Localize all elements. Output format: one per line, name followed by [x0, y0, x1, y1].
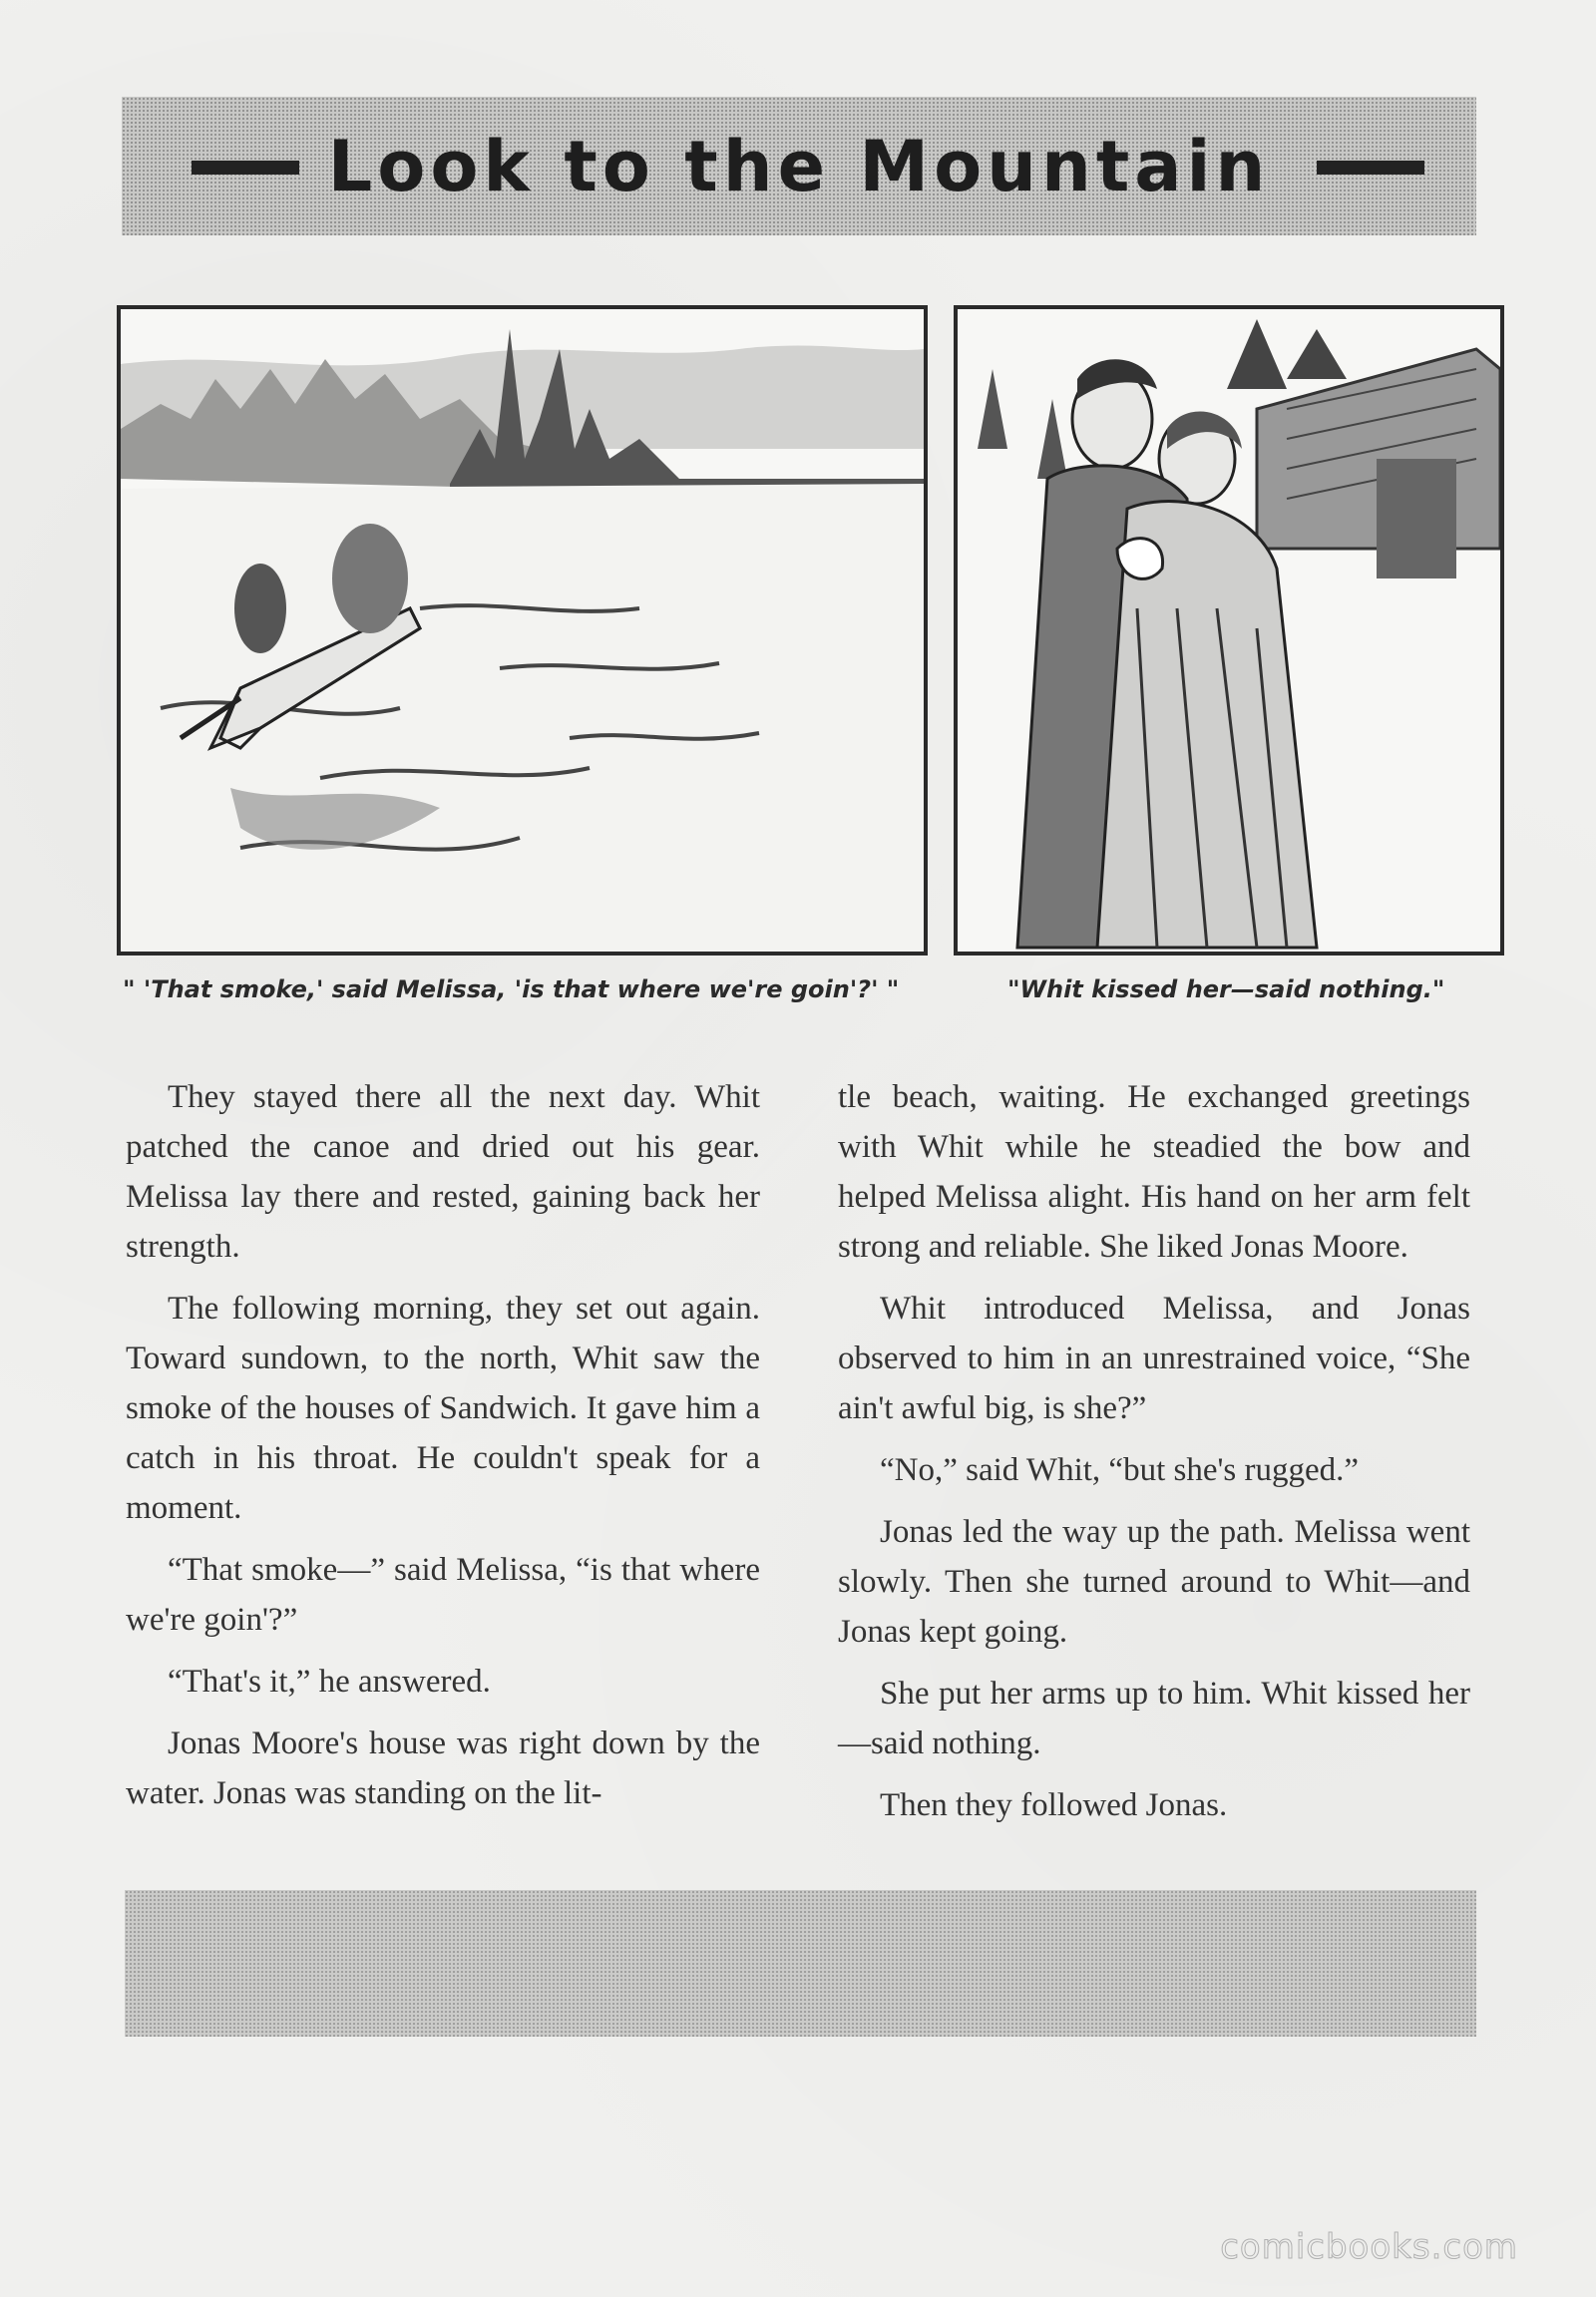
story-paragraph: They stayed there all the next day. Whit patched the canoe and dried out his gear. Melissa lay there and rested, gaining back her strength. — [126, 1079, 760, 1265]
story-paragraph: Then they followed Jonas. — [880, 1787, 1228, 1823]
story-paragraph: The following morning, they set out again. Toward sundown, to the north, Whit saw the smoke of the houses of Sandwich. It gave him a catch in his throat. He couldn't speak for a moment. — [126, 1291, 760, 1526]
story-paragraph: Whit introduced Melissa, and Jonas observed to him in an unrestrained voice, “She ain't awful big, is she?” — [838, 1291, 1470, 1426]
banner-dash-right — [1317, 161, 1424, 175]
title-banner — [122, 97, 1476, 235]
banner-dash-left — [192, 161, 299, 175]
page-title: Look to the Mountain — [327, 125, 1271, 207]
panel-caption: " 'That smoke,' said Melissa, 'is that where we're goin'?' " — [123, 975, 900, 1003]
couple-illustration — [958, 309, 1500, 952]
bottom-halftone-box — [125, 1890, 1476, 2037]
story-paragraph: tle beach, waiting. He exchanged greetings with Whit while he steadied the bow and helped Melissa alight. His hand on her arm felt strong and reliable. She liked Jonas Moore. — [838, 1079, 1470, 1265]
illustration-canoe-panel — [117, 305, 928, 956]
site-watermark: comicbooks.com — [1220, 2227, 1518, 2267]
story-paragraph: She put her arms up to him. Whit kissed her—said nothing. — [838, 1676, 1470, 1761]
story-column-left — [126, 1072, 760, 1830]
panel-caption: "Whit kissed her—said nothing." — [1007, 975, 1445, 1003]
story-column-right — [838, 1072, 1470, 1842]
story-paragraph: “That smoke—” said Melissa, “is that where we're goin'?” — [126, 1552, 760, 1638]
story-paragraph: “That's it,” he answered. — [168, 1664, 491, 1700]
story-paragraph: Jonas led the way up the path. Melissa went slowly. Then she turned around to Whit—and Jonas kept going. — [838, 1514, 1470, 1650]
illustration-couple-panel — [954, 305, 1504, 956]
story-paragraph: “No,” said Whit, “but she's rugged.” — [880, 1452, 1360, 1488]
story-paragraph: Jonas Moore's house was right down by the water. Jonas was standing on the lit- — [126, 1725, 760, 1811]
canoe-illustration — [121, 309, 924, 952]
